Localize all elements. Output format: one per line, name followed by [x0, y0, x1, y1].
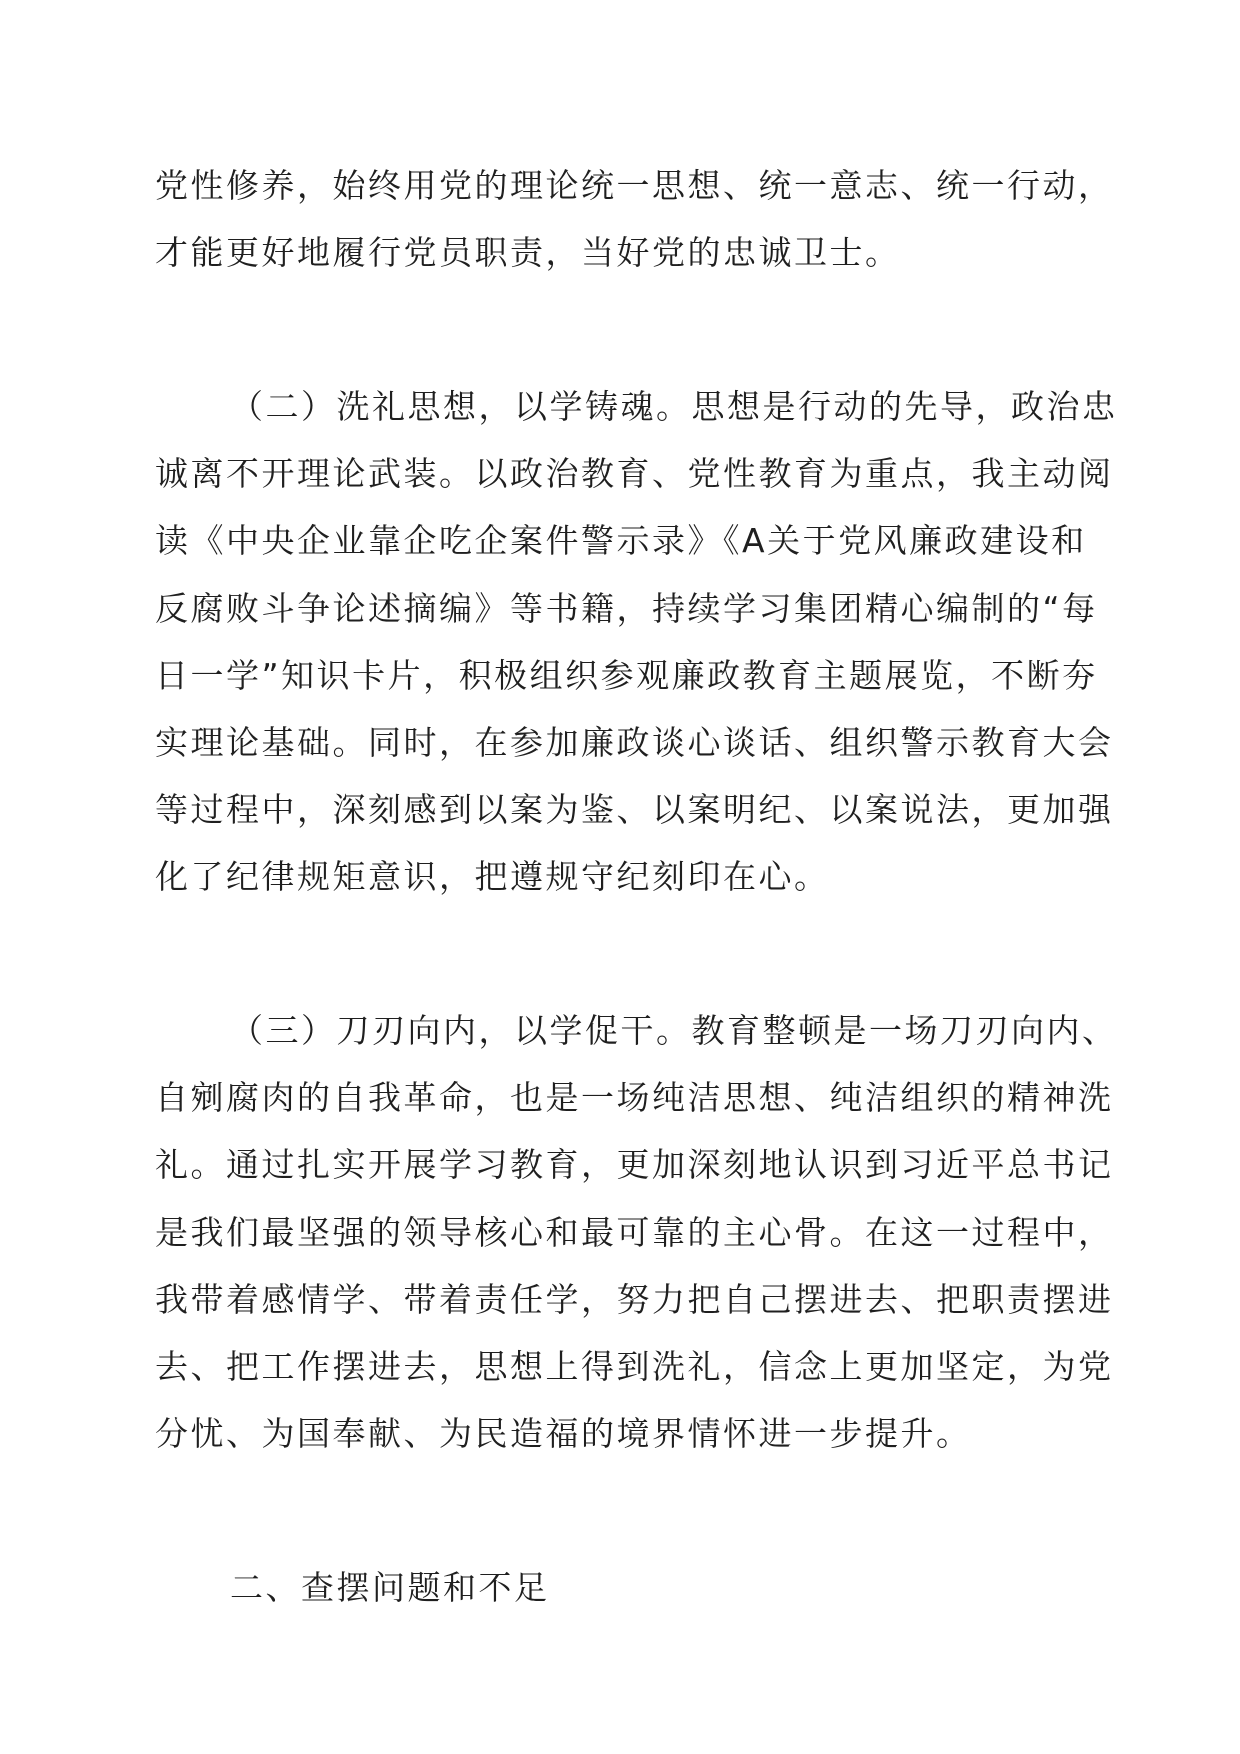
paragraph-2-line-7: 等过程中，深刻感到以案为鉴、以案明纪、以案说法，更加强 — [155, 790, 1114, 829]
paragraph-3-line-5: 我带着感情学、带着责任学，努力把自己摆进去、把职责摆进 — [155, 1280, 1114, 1319]
paragraph-3-line-4: 是我们最坚强的领导核心和最可靠的主心骨。在这一过程中， — [155, 1213, 1114, 1252]
paragraph-2-line-2: 诚离不开理论武装。以政治教育、党性教育为重点，我主动阅 — [155, 454, 1114, 493]
paragraph-2-line-5: 日一学”知识卡片，积极组织参观廉政教育主题展览，不断夯 — [155, 656, 1098, 695]
paragraph-3-line-7: 分忧、为国奉献、为民造福的境界情怀进一步提升。 — [155, 1414, 972, 1453]
paragraph-2-line-3: 读《中央企业靠企吃企案件警示录》《A关于党风廉政建设和 — [155, 521, 1087, 560]
paragraph-2-line-6: 实理论基础。同时，在参加廉政谈心谈话、组织警示教育大会 — [155, 723, 1114, 762]
paragraph-2-line-1: （二）洗礼思想，以学铸魂。思想是行动的先导，政治忠 — [230, 387, 1118, 426]
paragraph-3-line-2: 自剜腐肉的自我革命，也是一场纯洁思想、纯洁组织的精神洗 — [155, 1078, 1114, 1117]
paragraph-1-line-1: 党性修养，始终用党的理论统一思想、统一意志、统一行动， — [155, 166, 1114, 205]
paragraph-3-line-1: （三）刀刃向内，以学促干。教育整顿是一场刀刃向内、 — [230, 1011, 1118, 1050]
paragraph-3-line-3: 礼。通过扎实开展学习教育，更加深刻地认识到习近平总书记 — [155, 1145, 1114, 1184]
paragraph-2-line-4: 反腐败斗争论述摘编》等书籍，持续学习集团精心编制的“每 — [155, 589, 1098, 628]
paragraph-3-line-6: 去、把工作摆进去，思想上得到洗礼，信念上更加坚定，为党 — [155, 1347, 1114, 1386]
section-heading-2: 二、查摆问题和不足 — [230, 1568, 550, 1607]
paragraph-1-line-2: 才能更好地履行党员职责，当好党的忠诚卫士。 — [155, 233, 901, 272]
paragraph-2-line-8: 化了纪律规矩意识，把遵规守纪刻印在心。 — [155, 857, 830, 896]
